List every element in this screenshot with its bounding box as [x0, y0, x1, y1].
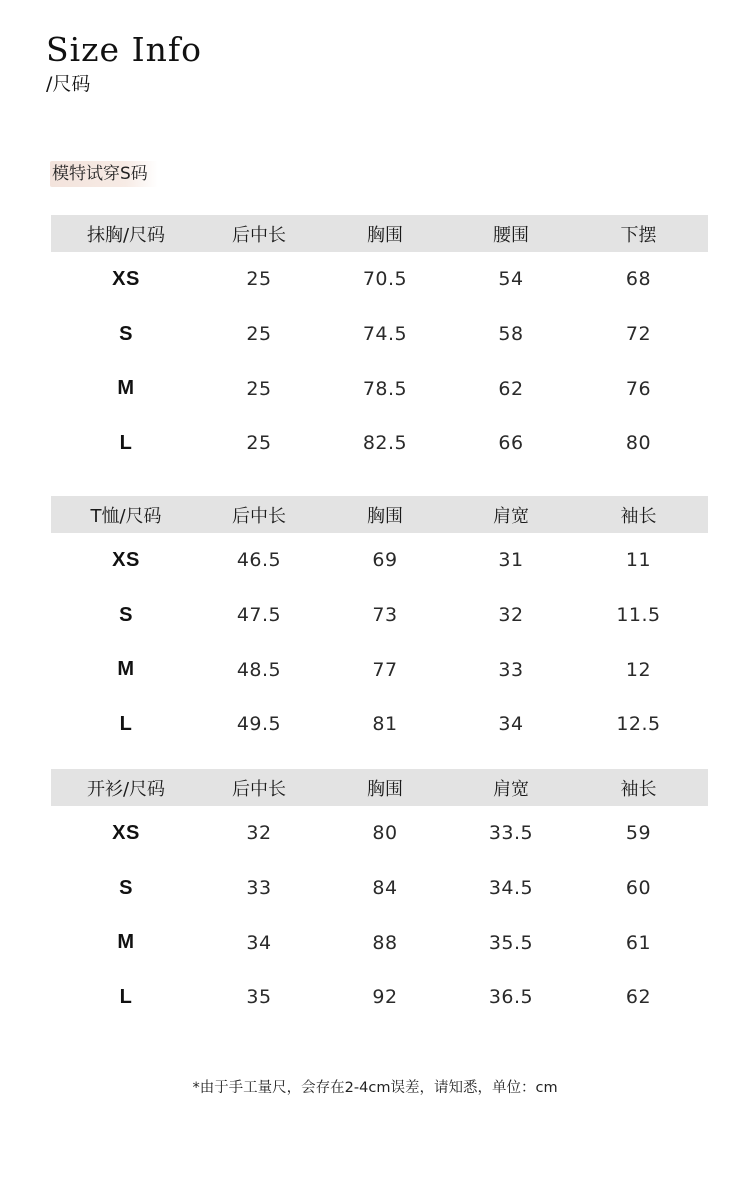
table-row [51, 970, 708, 1025]
header-cell: T恤/尺码 [90, 505, 162, 527]
value-cell: 66 [498, 432, 524, 455]
value-cell: 31 [498, 549, 524, 572]
value-cell: 49.5 [236, 713, 282, 736]
size-cell: L [119, 985, 133, 1008]
table-row [51, 806, 708, 861]
table-header-row [51, 769, 708, 806]
value-cell: 33 [498, 658, 524, 681]
size-cell: XS [112, 267, 140, 290]
value-cell: 54 [498, 268, 524, 291]
value-cell: 12 [625, 658, 652, 681]
table-row [51, 307, 708, 362]
header-cell: 开衫/尺码 [86, 778, 166, 800]
page-title: Size Info [46, 30, 202, 69]
value-cell: 68 [625, 268, 652, 291]
value-cell: 11.5 [616, 604, 661, 627]
size-cell: S [119, 876, 133, 899]
value-cell: 58 [498, 323, 524, 346]
header-cell: 胸围 [367, 505, 403, 527]
size-cell: S [119, 322, 133, 345]
value-cell: 25 [246, 432, 272, 455]
value-cell: 32 [498, 604, 524, 627]
value-cell: 81 [372, 713, 398, 736]
value-cell: 80 [372, 822, 398, 845]
header-cell: 后中长 [232, 224, 286, 246]
header-cell: 后中长 [232, 778, 286, 800]
value-cell: 76 [625, 377, 652, 400]
value-cell: 36.5 [488, 986, 534, 1009]
table-row [51, 252, 708, 307]
table-row [51, 915, 708, 970]
table-row [51, 588, 708, 643]
table-row [51, 697, 708, 752]
size-cell: L [119, 712, 133, 735]
value-cell: 62 [498, 377, 524, 400]
value-cell: 77 [372, 658, 398, 681]
value-cell: 34.5 [488, 877, 534, 900]
table-row [51, 416, 708, 471]
value-cell: 48.5 [236, 658, 282, 681]
value-cell: 88 [372, 931, 398, 954]
size-cell: XS [112, 821, 140, 844]
table-row [51, 861, 708, 916]
size-cell: M [117, 658, 135, 681]
size-cell: M [117, 377, 135, 400]
value-cell: 47.5 [236, 604, 282, 627]
header-cell: 下摆 [620, 224, 657, 246]
value-cell: 34 [498, 713, 524, 736]
value-cell: 25 [246, 377, 272, 400]
value-cell: 33 [246, 877, 272, 900]
value-cell: 82.5 [362, 432, 408, 455]
value-cell: 35.5 [488, 931, 534, 954]
value-cell: 60 [625, 877, 652, 900]
header-cell: 抹胸/尺码 [86, 224, 166, 246]
size-cell: M [117, 931, 135, 954]
size-cell: L [119, 431, 133, 454]
header-cell: 肩宽 [493, 505, 529, 527]
header-cell: 胸围 [367, 224, 403, 246]
header-cell: 后中长 [232, 505, 286, 527]
value-cell: 84 [372, 877, 398, 900]
value-cell: 78.5 [362, 377, 408, 400]
tube-top-size-table [51, 215, 708, 471]
value-cell: 11 [625, 549, 652, 572]
size-cell: S [119, 603, 133, 626]
value-cell: 72 [625, 323, 652, 346]
table-row [51, 533, 708, 588]
header-cell: 胸围 [367, 778, 403, 800]
size-cell: XS [112, 548, 140, 571]
cardigan-size-table [51, 769, 708, 1025]
value-cell: 80 [625, 432, 652, 455]
table-row [51, 642, 708, 697]
value-cell: 69 [372, 549, 398, 572]
value-cell: 46.5 [236, 549, 282, 572]
measurement-footnote: *由于手工量尺，会存在2-4cm误差，请知悉，单位：cm [192, 1080, 558, 1096]
table-row [51, 361, 708, 416]
value-cell: 25 [246, 323, 272, 346]
tshirt-size-table [51, 496, 708, 752]
value-cell: 35 [246, 986, 272, 1009]
header-cell: 袖长 [620, 778, 657, 800]
value-cell: 25 [246, 268, 272, 291]
value-cell: 74.5 [362, 323, 408, 346]
table-header-row [51, 496, 708, 533]
header-cell: 袖长 [620, 505, 657, 527]
value-cell: 34 [246, 931, 272, 954]
model-size-note: 模特试穿S码 [50, 161, 158, 187]
page-subtitle: /尺码 [46, 73, 91, 95]
header-cell: 腰围 [493, 224, 529, 246]
value-cell: 59 [625, 822, 652, 845]
value-cell: 70.5 [362, 268, 408, 291]
value-cell: 92 [372, 986, 398, 1009]
value-cell: 33.5 [488, 822, 534, 845]
value-cell: 32 [246, 822, 272, 845]
table-header-row [51, 215, 708, 252]
value-cell: 62 [625, 986, 652, 1009]
header-cell: 肩宽 [493, 778, 529, 800]
value-cell: 12.5 [616, 713, 661, 736]
value-cell: 61 [625, 931, 652, 954]
value-cell: 73 [372, 604, 398, 627]
